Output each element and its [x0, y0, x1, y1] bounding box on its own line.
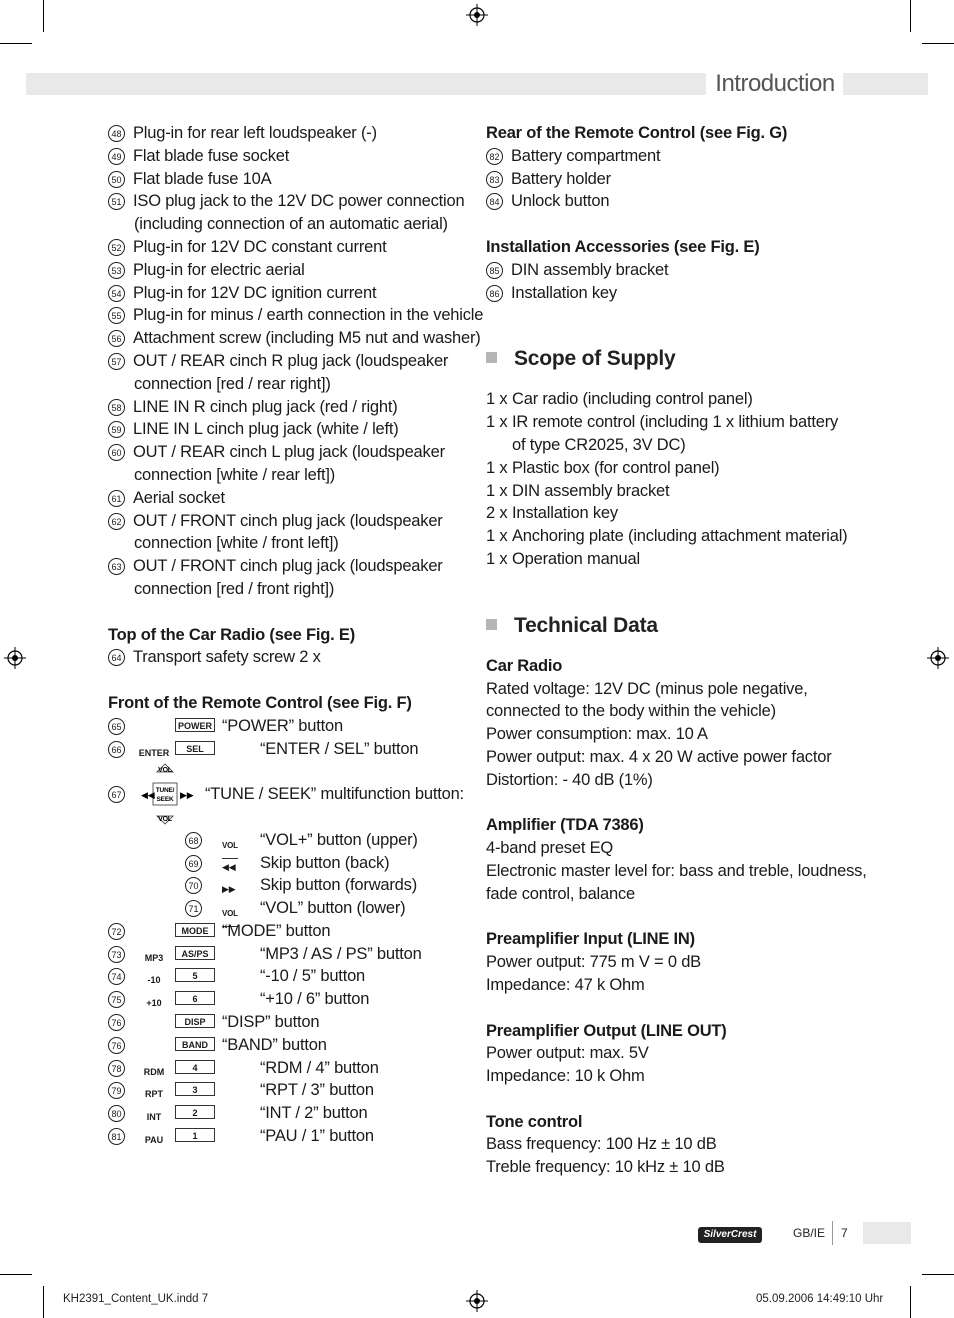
- tech-line: Power output: max. 5V: [486, 1044, 649, 1063]
- tech-data: [486, 655, 926, 1179]
- list-item: [486, 145, 926, 168]
- footer-divider: [832, 1221, 833, 1245]
- list-item: [108, 145, 478, 168]
- item-quantity: 1 x: [486, 549, 508, 568]
- list-item: [108, 190, 478, 213]
- vol-button-icon: VOL: [222, 903, 238, 927]
- scope-item: [486, 525, 926, 548]
- key-icon: 5: [175, 968, 215, 982]
- registration-mark-top: [466, 4, 488, 26]
- item-number: 66: [108, 741, 125, 758]
- tech-block-heading: Preamplifier Input (LINE IN): [486, 930, 695, 949]
- key-icon: 3: [175, 1082, 215, 1096]
- tech-line: Treble frequency: 10 kHz ± 10 dB: [486, 1158, 725, 1177]
- item-label: “POWER” button: [222, 716, 343, 735]
- item-label: Operation manual: [512, 549, 640, 568]
- item-label: Battery holder: [511, 169, 611, 188]
- item-label: “+10 / 6” button: [260, 990, 370, 1009]
- item-number: 59: [108, 421, 125, 438]
- item-label: “RPT / 3” button: [260, 1081, 374, 1100]
- scope-title: Scope of Supply: [514, 347, 676, 371]
- item-continuation: connection [red / front right]): [134, 579, 335, 598]
- item-label: ISO plug jack to the 12V DC power connection: [133, 192, 465, 211]
- spacer: [486, 906, 926, 929]
- key-side-label: MP3: [144, 952, 164, 963]
- tune-label: TUNE/: [155, 787, 175, 795]
- spacer: [486, 1088, 926, 1111]
- skip-button-icon: ▶▶: [222, 885, 236, 896]
- key-side-label: RPT: [145, 1089, 163, 1100]
- item-number: 58: [108, 399, 125, 416]
- item-number: 51: [108, 193, 125, 210]
- item-label: Skip button (forwards): [260, 876, 417, 895]
- key-icon: DISP: [175, 1014, 215, 1028]
- item-label: Plug-in for 12V DC ignition current: [133, 283, 377, 302]
- item-number: 63: [108, 558, 125, 575]
- item-number: 56: [108, 330, 125, 347]
- remote-key-item: [108, 1079, 478, 1102]
- header-bar-left: [26, 73, 706, 95]
- item-number: 73: [108, 946, 125, 963]
- list-item: [108, 487, 478, 510]
- remote-key-item: [108, 988, 478, 1011]
- item-label: “-10 / 5” button: [260, 967, 366, 986]
- item-label: “ENTER / SEL” button: [260, 739, 419, 758]
- item-number: 71: [185, 900, 202, 917]
- item-continuation: of type CR2025, 3V DC): [512, 435, 686, 454]
- list-item: [108, 510, 478, 533]
- list-item: [108, 236, 478, 259]
- item-label: Flat blade fuse 10A: [133, 169, 272, 188]
- key-icon: 1: [175, 1128, 215, 1142]
- item-label: “RDM / 4” button: [260, 1058, 379, 1077]
- item-number: 86: [486, 285, 503, 302]
- right-column: [486, 122, 926, 1179]
- item-continuation: connection [white / front left]): [134, 534, 339, 553]
- item-number: 49: [108, 148, 125, 165]
- scope-item: [486, 480, 926, 503]
- item-number: 53: [108, 262, 125, 279]
- tech-line: Distortion: - 40 dB (1%): [486, 770, 653, 789]
- sub-item: [108, 829, 478, 852]
- registration-mark-left: [4, 647, 26, 669]
- tune-sub-list: [108, 829, 478, 920]
- spacer: [486, 792, 926, 815]
- key-icon: 6: [175, 991, 215, 1005]
- item-label: “TUNE / SEEK” multifunction button:: [205, 785, 464, 804]
- left-column: [108, 122, 484, 1148]
- key-side-label: PAU: [144, 1135, 164, 1146]
- tech-block-heading: Preamplifier Output (LINE OUT): [486, 1021, 727, 1040]
- list-item: [486, 190, 926, 213]
- scope-item: [486, 457, 926, 480]
- seek-label: SEEK: [156, 796, 174, 804]
- item-number: 69: [185, 855, 202, 872]
- list-item: [108, 259, 478, 282]
- footer-bar: [863, 1222, 911, 1244]
- item-number: 61: [108, 490, 125, 507]
- remote-key-item: [108, 920, 478, 943]
- item-quantity: 1 x: [486, 527, 508, 546]
- vol-top-label: VOL: [158, 767, 172, 775]
- key-side-label: -10: [147, 975, 161, 986]
- item-quantity: 1 x: [486, 458, 508, 477]
- registration-mark-right: [927, 647, 949, 669]
- item-number: 79: [108, 1082, 125, 1099]
- rear-parts-list: [486, 145, 926, 213]
- item-quantity: 2 x: [486, 504, 508, 523]
- remote-key-list: [108, 920, 478, 1148]
- list-item: [108, 646, 478, 669]
- key-side-label: ENTER: [138, 747, 170, 758]
- item-label: Plug-in for 12V DC constant current: [133, 237, 387, 256]
- item-number: 65: [108, 718, 125, 735]
- item-label: “MP3 / AS / PS” button: [260, 944, 422, 963]
- parts-list: [108, 122, 484, 601]
- item-quantity: 1 x: [486, 390, 508, 409]
- item-label: “INT / 2” button: [260, 1104, 368, 1123]
- item-label: Battery compartment: [511, 146, 661, 165]
- item-number: 75: [108, 991, 125, 1008]
- sub-item: [108, 874, 478, 897]
- tech-block-heading: Tone control: [486, 1112, 583, 1131]
- item-number: 55: [108, 307, 125, 324]
- scope-item: [486, 548, 926, 571]
- list-item: [108, 555, 478, 578]
- key-icon: MODE: [175, 923, 215, 937]
- svg-text:▶▶: ▶▶: [180, 791, 194, 802]
- item-label: Installation key: [511, 283, 617, 302]
- list-item: [108, 304, 484, 327]
- list-item: [108, 122, 478, 145]
- item-label: LINE IN R cinch plug jack (red / right): [133, 397, 398, 416]
- key-icon: 2: [175, 1105, 215, 1119]
- tune-seek-button-icon: [134, 760, 202, 828]
- item-number: 83: [486, 171, 503, 188]
- item-number: 52: [108, 239, 125, 256]
- sub-item: [108, 852, 478, 875]
- item-number: 81: [108, 1128, 125, 1145]
- tech-line: Power consumption: max. 10 A: [486, 725, 708, 744]
- item-label: Skip button (back): [260, 853, 390, 872]
- remote-legend: [108, 715, 478, 1148]
- item-number: 64: [108, 649, 125, 666]
- scope-heading: [486, 342, 926, 376]
- remote-key-item: [108, 965, 478, 988]
- item-label: DIN assembly bracket: [512, 481, 670, 500]
- item-number: 84: [486, 193, 503, 210]
- item-number: 76: [108, 1014, 125, 1031]
- page-number: 7: [841, 1226, 848, 1240]
- key-icon: 4: [175, 1060, 215, 1074]
- square-bullet-icon: [486, 352, 497, 363]
- item-label: “PAU / 1” button: [260, 1127, 374, 1146]
- item-number: 82: [486, 148, 503, 165]
- item-label: Plug-in for rear left loudspeaker (-): [133, 124, 377, 142]
- remote-key-item: [108, 1034, 478, 1057]
- tech-line: Rated voltage: 12V DC (minus pole negative,: [486, 679, 808, 698]
- tech-block-heading: Car Radio: [486, 656, 563, 675]
- remote-key-item: [108, 1125, 478, 1148]
- list-item: [486, 168, 926, 191]
- print-datetime: 05.09.2006 14:49:10 Uhr: [756, 1293, 884, 1305]
- remote-row-tune: [108, 760, 478, 828]
- list-item: [486, 282, 926, 305]
- scope-item: [486, 411, 926, 434]
- item-number: 60: [108, 444, 125, 461]
- language-code: GB/IE: [793, 1226, 826, 1240]
- item-number: 68: [185, 832, 202, 849]
- power-key-icon: POWER: [175, 718, 215, 732]
- item-number: 48: [108, 125, 125, 142]
- item-label: Aerial socket: [133, 488, 225, 507]
- remote-key-item: [108, 1011, 478, 1034]
- item-number: 50: [108, 171, 125, 188]
- install-heading: Installation Accessories (see Fig. E): [486, 237, 760, 256]
- tech-line: Impedance: 10 k Ohm: [486, 1067, 645, 1086]
- list-item: [108, 168, 478, 191]
- tech-block-heading: Amplifier (TDA 7386): [486, 816, 644, 835]
- tech-line: Electronic master level for: bass and treble, loudness,: [486, 861, 867, 880]
- item-label: Car radio (including control panel): [512, 390, 753, 409]
- scope-item: [486, 388, 926, 411]
- item-continuation: connection [white / rear left]): [134, 465, 336, 484]
- item-label: Installation key: [512, 504, 618, 523]
- item-label: OUT / REAR cinch L plug jack (loudspeaker: [133, 443, 445, 462]
- remote-key-item: [108, 1102, 478, 1125]
- item-label: “VOL+” button (upper): [260, 830, 418, 849]
- item-label: Anchoring plate (including attachment material): [512, 527, 848, 546]
- item-label: Unlock button: [511, 192, 610, 211]
- tech-heading: [486, 609, 926, 643]
- list-item: [108, 282, 478, 305]
- item-label: Plug-in for electric aerial: [133, 260, 305, 279]
- item-label: “BAND” button: [222, 1035, 327, 1054]
- item-number: 67: [108, 786, 125, 803]
- registration-mark-bottom: [466, 1290, 488, 1312]
- item-label: OUT / FRONT cinch plug jack (loudspeaker: [133, 557, 443, 576]
- item-number: 76: [108, 1037, 125, 1054]
- item-number: 80: [108, 1105, 125, 1122]
- item-number: 74: [108, 968, 125, 985]
- item-label: Plastic box (for control panel): [512, 458, 720, 477]
- list-item: [108, 396, 478, 419]
- item-label: IR remote control (including 1 x lithium battery: [512, 413, 839, 432]
- item-quantity: 1 x: [486, 413, 508, 432]
- tech-line: Power output: max. 4 x 20 W active power factor: [486, 747, 832, 766]
- top-heading: Top of the Car Radio (see Fig. E): [108, 625, 356, 644]
- item-label: Transport safety screw 2 x: [133, 648, 321, 667]
- list-item: [486, 259, 926, 282]
- item-label: Flat blade fuse socket: [133, 146, 290, 165]
- header-bar-right: [843, 73, 928, 95]
- key-icon: BAND: [175, 1037, 215, 1051]
- top-parts-list: [108, 646, 478, 669]
- remote-key-item: [108, 1057, 478, 1080]
- item-number: 54: [108, 285, 125, 302]
- remote-row-enter: [108, 738, 478, 761]
- item-label: LINE IN L cinch plug jack (white / left): [133, 420, 399, 439]
- brand-logo: SilverCrest: [698, 1227, 762, 1243]
- item-label: “MODE” button: [222, 921, 331, 940]
- remote-row-power: [108, 715, 478, 738]
- list-item: [108, 350, 478, 373]
- key-side-label: RDM: [143, 1066, 165, 1077]
- list-item: [108, 441, 478, 464]
- item-quantity: 1 x: [486, 481, 508, 500]
- spacer: [486, 997, 926, 1020]
- tech-line: fade control, balance: [486, 884, 635, 903]
- key-side-label: INT: [146, 1112, 162, 1123]
- indd-filename: KH2391_Content_UK.indd 7: [63, 1293, 209, 1305]
- tech-line: Bass frequency: 100 Hz ± 10 dB: [486, 1135, 717, 1154]
- item-label: Attachment screw (including M5 nut and washer): [133, 329, 481, 348]
- key-icon: AS/PS: [175, 946, 215, 960]
- page-title: Introduction: [715, 70, 835, 97]
- item-label: “DISP” button: [222, 1013, 320, 1032]
- item-label: Plug-in for minus / earth connection in the vehicle: [133, 306, 484, 325]
- item-number: 70: [185, 877, 202, 894]
- tech-line: 4-band preset EQ: [486, 839, 614, 858]
- square-bullet-icon: [486, 619, 497, 630]
- vol-bottom-label: VOL: [158, 816, 172, 824]
- skip-button-icon: ◀◀: [222, 862, 236, 873]
- scope-list: [486, 388, 926, 570]
- item-number: 72: [108, 923, 125, 940]
- item-number: 57: [108, 353, 125, 370]
- item-number: 85: [486, 262, 503, 279]
- list-item: [108, 327, 481, 350]
- item-number: 78: [108, 1060, 125, 1077]
- item-label: OUT / FRONT cinch plug jack (loudspeaker: [133, 511, 443, 530]
- tech-line: Impedance: 47 k Ohm: [486, 975, 645, 994]
- vol-button-icon: VOL: [222, 835, 238, 859]
- item-label: “VOL” button (lower): [260, 899, 406, 918]
- tech-line: Power output: 775 m V = 0 dB: [486, 953, 701, 972]
- front-heading: Front of the Remote Control (see Fig. F): [108, 693, 412, 712]
- tech-title: Technical Data: [514, 613, 658, 637]
- svg-text:◀◀: ◀◀: [141, 791, 155, 802]
- rear-heading: Rear of the Remote Control (see Fig. G): [486, 124, 788, 142]
- sel-key-icon: SEL: [175, 741, 215, 755]
- tech-line: connected to the body within the vehicle): [486, 702, 776, 721]
- install-parts-list: [486, 259, 926, 305]
- list-item: [108, 418, 478, 441]
- item-continuation: (including connection of an automatic aerial): [134, 215, 448, 234]
- item-number: 62: [108, 513, 125, 530]
- item-label: DIN assembly bracket: [511, 260, 669, 279]
- item-continuation: connection [red / rear right]): [134, 374, 331, 393]
- key-side-label: +10: [146, 998, 162, 1009]
- item-label: OUT / REAR cinch R plug jack (loudspeaker: [133, 351, 449, 370]
- scope-item: [486, 502, 926, 525]
- remote-key-item: [108, 943, 478, 966]
- sub-item: [108, 897, 478, 920]
